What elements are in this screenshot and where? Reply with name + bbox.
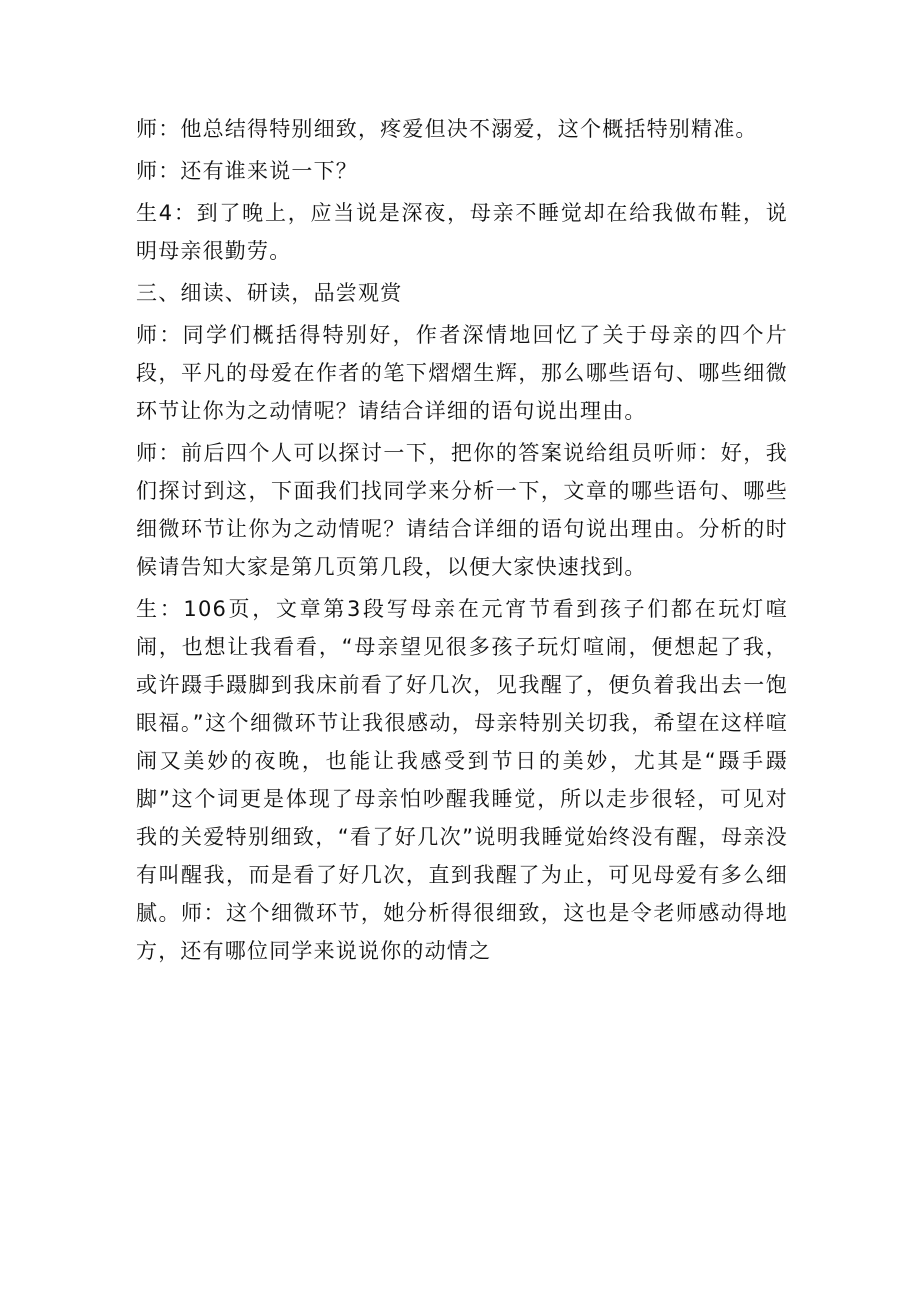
paragraph-teacher-summary: 师：他总结得特别细致，疼爱但决不溺爱，这个概括特别精准。 — [136, 117, 758, 141]
paragraph-teacher-question: 师：还有谁来说一下？ — [136, 159, 358, 183]
paragraph-student-4: 生4：到了晚上，应当说是深夜，母亲不睡觉却在给我做布鞋，说明母亲很勤劳。 — [136, 201, 788, 263]
paragraph-teacher-discussion: 师：前后四个人可以探讨一下，把你的答案说给组员听师：好，我们探讨到这，下面我们找同学来分析一下，文章的哪些语句、哪些细微环节让你为之动情呢？请结合详细的语句说出理由。分析的时候请告知大家是第几页第几段，以便大家快速找到。 — [136, 441, 788, 579]
document-body — [136, 110, 788, 974]
paragraph-student-analysis: 生：106页，文章第3段写母亲在元宵节看到孩子们都在玩灯喧闹，也想让我看看，“母亲望见很多孩子玩灯喧闹，便想起了我，或许蹑手蹑脚到我床前看了好几次，见我醒了，便负着我出去一饱眼福。”这个细微环节让我很感动，母亲特别关切我，希望在这样喧闹又美妙的夜晚，也能让我感受到节日的美妙，尤其是“蹑手蹑脚”这个词更是体现了母亲怕吵醒我睡觉，所以走步很轻，可见对我的关爱特别细致，“看了好几次”说明我睡觉始终没有醒，母亲没有叫醒我，而是看了好几次，直到我醒了为止，可见母爱有多么细腻。师：这个细微环节，她分析得很细致，这也是令老师感动得地方，还有哪位同学来说说你的动情之 — [136, 597, 788, 963]
section-heading: 三、细读、研读，品尝观赏 — [136, 281, 403, 305]
paragraph-teacher-prompt: 师：同学们概括得特别好，作者深情地回忆了关于母亲的四个片段，平凡的母爱在作者的笔下熠熠生辉，那么哪些语句、哪些细微环节让你为之动情呢？请结合详细的语句说出理由。 — [136, 323, 788, 423]
